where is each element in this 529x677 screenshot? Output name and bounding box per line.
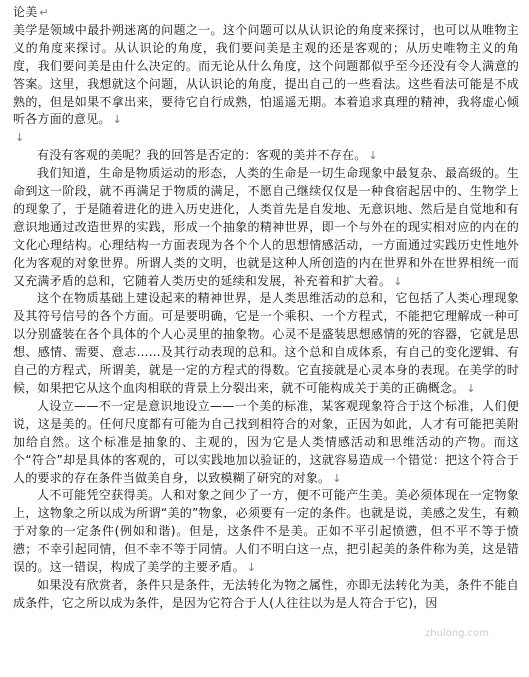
paragraph-4: 这个在物质基础上建设起来的精神世界，是人类思维活动的总和，它包括了人类心理现象及其符号信号的各个方面。可是要明确，它是一个乘积、一个方程式，不能把它理解成一种可以分别盛装在各个具体的个人心灵里的抽象物。心灵不是盛装思想感情的死的容器，它就是思想、感情、需要、意志……及其行动表现的总和。这个总和自成体系，有自己的变化逻辑、有自己的方程式，所谓美，就是一定的方程式的得数。它直接就是心灵本身的表现。在美学的时候，如果把它从这个血肉相联的背景上分裂出来，就不可能构成关于美的正确概念。 ↓ xyxy=(13,291,519,396)
paragraph-6: 人不可能凭空获得美。人和对象之间少了一方，便不可能产生美。美必须体现在一定物象上，这物象之所以成为所谓“美的”物象，必须要有一定的条件。也就是说，美感之发生，有赖于对象的一定条件(例如和谐)。但是，这条件不是美。正如不平引起愤懑，但不平不等于愤懑；不幸引起同情，但不幸不等于同情。人们不明白这一点，把引起美的条件称为美，这是错误的。这一错误，构成了美学的主要矛盾。 ↓ xyxy=(13,488,519,575)
empty-line-mark-icon: ↓ xyxy=(466,382,476,396)
watermark: zhulong.com xyxy=(424,628,489,640)
empty-line-mark-icon: ↓ xyxy=(246,561,257,575)
paragraph-1: 美学是领域中最扑朔迷离的问题之一。这个问题可以从认识论的角度来探讨，也可以从唯物主义的角度来探讨。从认识论的角度，我们要问美是主观的还是客观的；从历史唯物主义的角度，我们要问美是由什么决定的。而无论从什么角度，这个问题都似乎至今还没有令人满意的答案。这里，我想就这个问题，从认识论的角度，提出自己的一些看法。这些看法可能是不成熟的，但是如果不拿出来，要待它自行成熟，怕遥遥无期。本着追求真理的精神，我将虚心倾听各方面的意见。 ↓ xyxy=(13,22,519,127)
paragraph-5: 人设立——不一定是意识地设立——一个美的标准，某客观现象符合于这个标准，人们便说，这是美的。任何尺度都有可能为自己找到相符合的对象，正因为如此，人才有可能把美附加给自然。这个标准是抽象的、主观的，因为它是人类情感活动和思维活动的产物。而这个“符合”却是具体的客观的，可以实践地加以验证的，这就容易造成一个错觉：把这个符合于人的要求的存在条件当做美自身，以致模糊了研究的对象。 ↓ xyxy=(13,398,519,485)
empty-line-mark-icon: ↓ xyxy=(368,149,378,163)
paragraph-3: 我们知道，生命是物质运动的形态，人类的生命是一切生命现象中最复杂、最高级的。生命到这一阶段，就不再满足于物质的满足，不愿自己继续仅仅是一种食宿起居中的、生物学上的现象了，于是随着进化的进入历史进化，人类首先是自发地、无意识地、然后是自觉地和有意识地通过改造世界的实践，形成一个抽象的精神世界，即一个与外在的现实相对应的内在的文化心理结构。心理结构一方面表现为各个个人的思想情感活动，一方面通过实践历史性地外化为客观的对象世界。所谓人类的文明，也就是这种人所创造的内在世界和外在世界相统一而又充满矛盾的总和，它随着人类历史的延续和发展，补充着和扩大着。 ↓ xyxy=(13,166,519,288)
empty-line-mark-icon: ↓ xyxy=(15,131,25,145)
empty-line-mark-icon: ↓ xyxy=(393,274,403,288)
document-title: 论美 ↵ xyxy=(13,5,49,19)
paragraph-7: 如果没有欣赏者，条件只是条件，无法转化为物之属性，亦即无法转化为美，条件不能自成条件，它之所以成为条件，是因为它符合于人(人往往以为是人符合于它)，因 xyxy=(13,577,519,610)
empty-line-mark-icon: ↓ xyxy=(332,471,342,485)
paragraph-2: 有没有客观的美呢？我的回答是否定的：客观的美并不存在。 ↓ xyxy=(37,148,378,163)
empty-line-mark-icon: ↓ xyxy=(112,113,123,127)
paragraph-mark-icon: ↵ xyxy=(39,6,49,19)
